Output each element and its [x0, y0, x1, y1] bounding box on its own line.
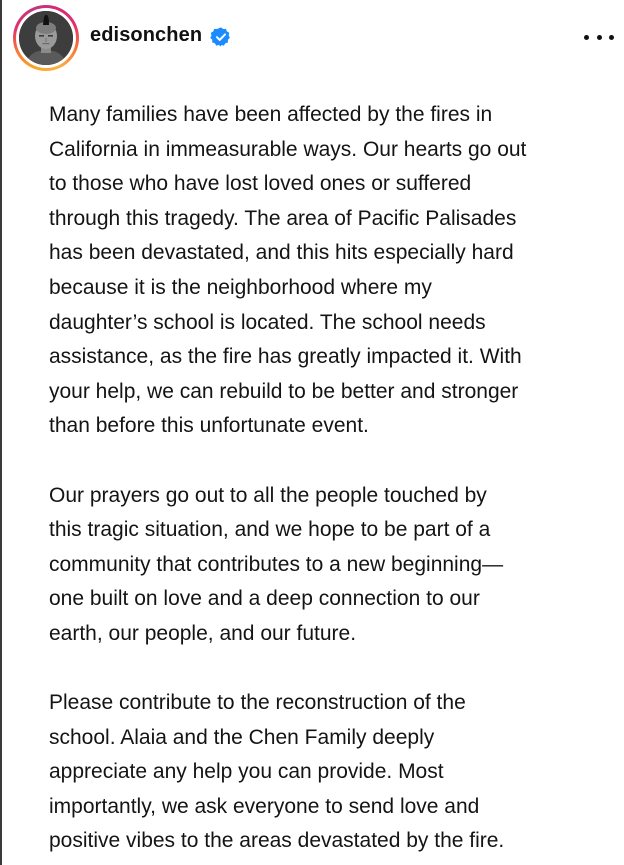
caption-paragraph	[49, 686, 609, 859]
post-header	[0, 0, 624, 76]
more-horizontal-icon-dot	[584, 35, 589, 40]
window-left-border	[0, 0, 2, 865]
caption-line: positive vibes to the areas devastated by the fire.	[49, 829, 505, 853]
caption-line: school. Alaia and the Chen Family deeply	[49, 725, 435, 749]
username-link[interactable]: edisonchen	[90, 24, 203, 46]
avatar-portrait-icon	[19, 11, 73, 65]
caption-line: Our prayers go out to all the people touched by	[49, 483, 487, 507]
more-horizontal-icon-dot	[597, 35, 602, 40]
verified-badge-icon	[210, 26, 232, 48]
caption-line: your help, we can rebuild to be better and stronger	[49, 379, 519, 403]
caption-line: Please contribute to the reconstruction of the	[49, 691, 466, 715]
caption-line: one built on love and a deep connection to our	[49, 587, 480, 611]
caption-line: assistance, as the fire has greatly impacted it. With	[49, 345, 522, 369]
story-ring[interactable]	[13, 5, 79, 71]
caption-line: daughter’s school is located. The school needs	[49, 310, 486, 334]
caption-paragraph	[49, 98, 609, 444]
more-options-button[interactable]	[584, 28, 614, 46]
caption-line: has been devastated, and this hits especially hard	[49, 241, 514, 265]
caption-line: earth, our people, and our future.	[49, 621, 357, 645]
caption-line: to those who have lost loved ones or suffered	[49, 172, 472, 196]
post-caption	[49, 98, 609, 859]
caption-line: appreciate any help you can provide. Most	[49, 760, 444, 784]
more-horizontal-icon-dot	[609, 35, 614, 40]
caption-line: importantly, we ask everyone to send love and	[49, 794, 480, 818]
caption-line: this tragic situation, and we hope to be part of a	[49, 518, 491, 542]
caption-line: community that contributes to a new beginning—	[49, 552, 504, 576]
caption-line: through this tragedy. The area of Pacific Palisades	[49, 206, 517, 230]
caption-line: than before this unfortunate event.	[49, 414, 369, 438]
caption-paragraph	[49, 479, 609, 652]
caption-line: because it is the neighborhood where my	[49, 275, 432, 299]
caption-line: California in immeasurable ways. Our hearts go out	[49, 137, 527, 161]
avatar-ring-gap	[16, 8, 76, 68]
caption-line: Many families have been affected by the fires in	[49, 103, 493, 126]
avatar[interactable]	[19, 11, 73, 65]
